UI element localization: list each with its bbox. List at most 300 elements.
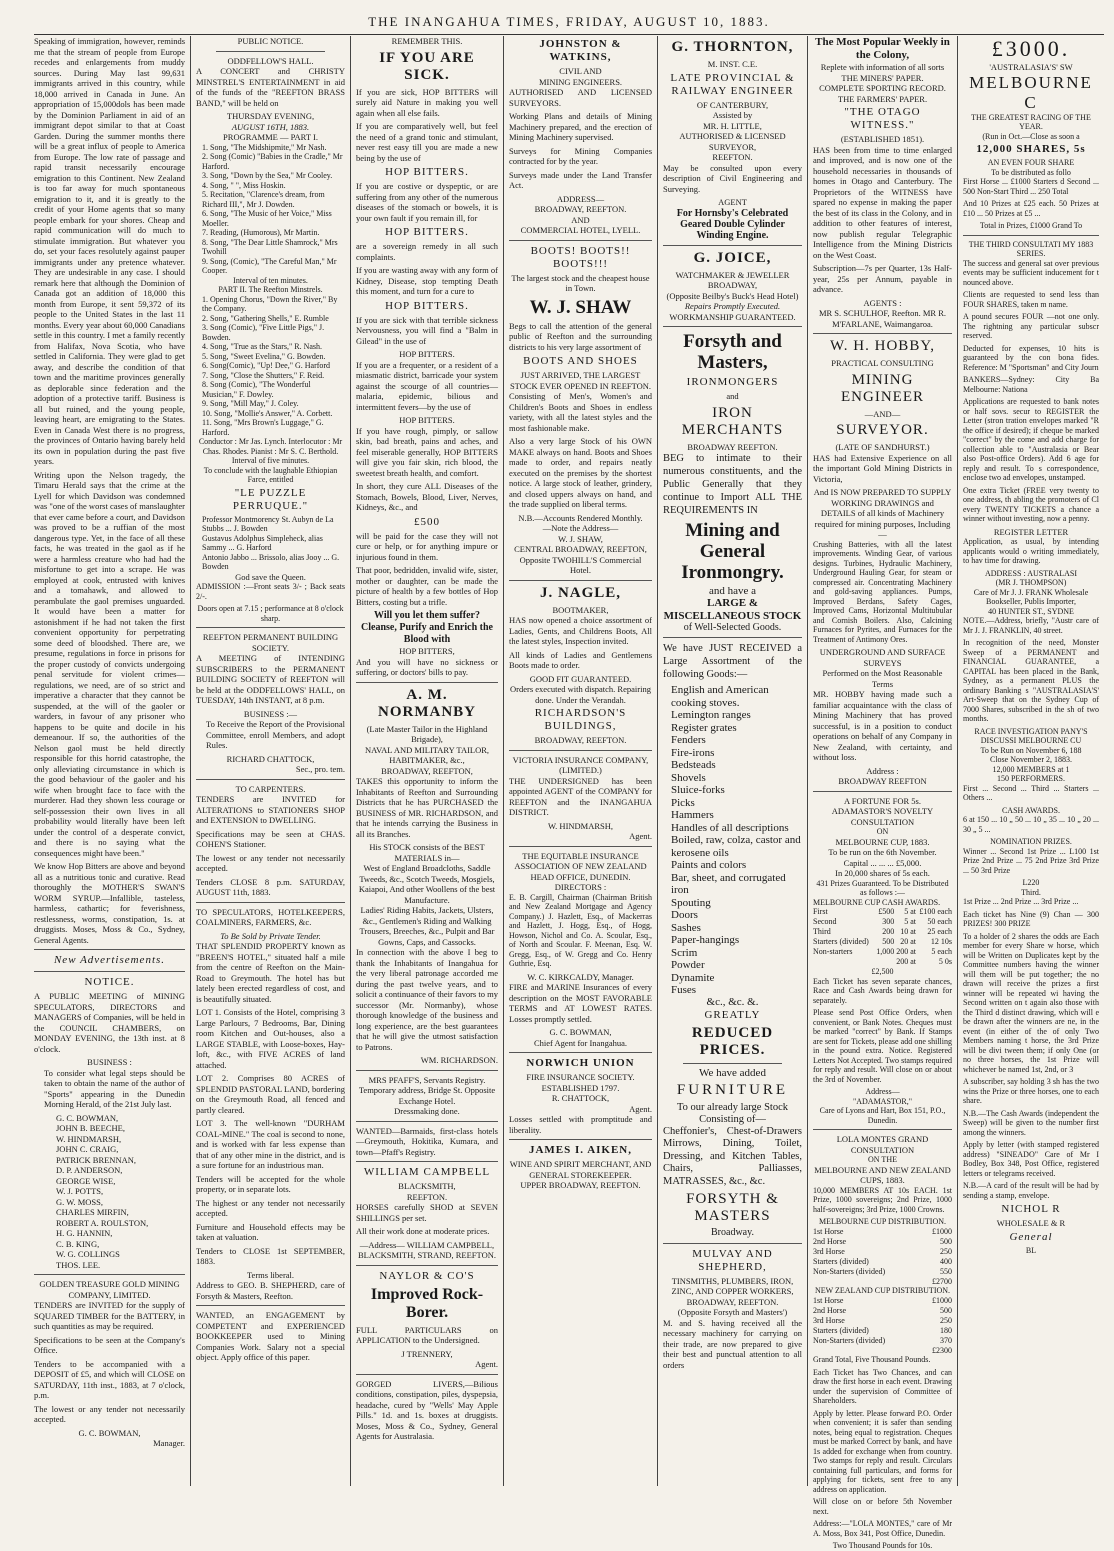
column-2: [190, 36, 350, 1486]
race-investigation: RACE INVESTIGATION PANY'S DISCUSSI MELBOURNE CU: [974, 726, 1088, 745]
programme-item: 9. Song, "Mill May," J. Coley.: [202, 399, 299, 408]
nz-row-cell: 180: [940, 1325, 952, 1335]
cash-rows: 6 at 150 ... 10 „ 50 ... 10 „ 35 ... 10 „ 20 ... 30 „ 5 ...: [963, 815, 1099, 834]
little-auth: AUTHORISED & LICENSED SURVEYOR,: [679, 131, 786, 152]
mc-row-cell: 2nd Horse: [813, 1236, 847, 1246]
nz-row-cell: Starters (divided): [813, 1325, 869, 1335]
run-november: To be Run on November 6, 188: [980, 745, 1082, 755]
holder: To a holder of 2 shares the odds are Each member for every Share w horse, which will be Written on Duplicates kept by the Committee numbers having the winner will them will be put together; the no drawn will receive the prizes a first winner will be repeated wi having the Second written on t again also those with the Third d distinct drawing, which will e be drawn after the winners are ne, in the event (in either of the of only Two Members naming t horse, the 3rd Prize will be divi tween them; if only One (or no three horses, the 1st Prize will whichever be named 1st, 2nd, or 3: [963, 931, 1099, 1074]
award-row-cell: 500: [882, 937, 895, 946]
norwich-agent-role: Agent.: [629, 1103, 652, 1114]
column-7: [957, 36, 1104, 1486]
just-arrived: JUST ARRIVED, THE LARGEST STOCK EVER OPENED IN REEFTON.: [509, 370, 652, 391]
divider: [216, 51, 325, 52]
award-row-cell: Non-starters: [813, 947, 853, 956]
norwich-title: NORWICH UNION: [526, 1057, 635, 1069]
hobby-late: (LATE OF SANDHURST.): [835, 442, 930, 452]
shaw-also: Also a very large Stock of his OWN MAKE always on hand. Boots and Shoes made to order, and repairs neatly executed on the premises by the shortest notice. A large stock of leather, grindery, and closed uppers always on hand, and the trade supplied on liberal terms.: [509, 436, 652, 509]
aiken-trade: WINE AND SPIRIT MERCHANT, AND GENERAL STOREKEEPER.: [509, 1159, 652, 1180]
divider: [356, 1070, 498, 1071]
just-received: We have JUST RECEIVED a Large Assortment of the following Goods:—: [663, 643, 802, 680]
goods-item: Sashes: [671, 921, 701, 934]
agents-list: MR S. SCHULHOF, Reefton. MR R. M'FARLANE, Waimangaroa.: [818, 308, 947, 329]
normanby-lines: Ladies' Riding Habits, Jackets, Ulsters, &c., Gentlemen's Riding and Walking Trousers, Breeches, &c., Pulpit and Bar Gowns, Caps, and Cassocks.: [359, 905, 495, 947]
mulvay-title: MULVAY AND SHEPHERD,: [692, 1247, 773, 1273]
joice-repairs: Repairs Promptly Executed.: [684, 301, 781, 311]
rock-borer: Improved Rock-Borer.: [370, 1285, 484, 1321]
hornsby: For Hornsby's Celebrated Geared Double Cylinder Winding Engine.: [676, 207, 789, 241]
divider: [196, 627, 345, 628]
award-row-cell: 12 10s: [930, 937, 952, 946]
goods-item: Handles of all descriptions: [671, 821, 789, 834]
miners-paper: THE MINERS' PAPER.: [841, 72, 924, 83]
greatest-race: THE GREATEST RACING OF THE YEAR.: [971, 112, 1091, 131]
awards-total: £2,500: [871, 967, 894, 976]
golden-treasure-title: GOLDEN TREASURE GOLD MINING COMPANY, LIMITED.: [39, 1279, 180, 1300]
goods-item: Scrim: [671, 946, 698, 959]
suffer-heading: Will you let them suffer? Cleanse, Purify and Enrich the Blood with: [361, 610, 493, 645]
if-you-are-sick: IF YOU ARE SICK.: [379, 49, 475, 83]
signatory-name: PATRICK BRENNAN,: [56, 1154, 136, 1165]
joice-workmanship: WORKMANSHIP GUARANTEED.: [669, 311, 796, 322]
victoria-title: VICTORIA INSURANCE COMPANY, (LIMITED.): [512, 754, 649, 775]
otago-witness: "THE OTAGO WITNESS.": [844, 106, 921, 131]
agents-label: AGENTS :: [863, 297, 902, 308]
mc-row-cell: £1000: [932, 1226, 952, 1236]
award-row-cell: 20 at: [900, 937, 916, 946]
divider: [663, 326, 802, 327]
lot-2: LOT 2. Comprises 80 ACRES of SPLENDID PASTORAL LAND, bordering on the Greymouth Road, all fenced and partly cleared.: [196, 1073, 345, 1115]
goods-item: Paper-hangings: [671, 934, 740, 946]
chattock-role: Sec., pro. tem.: [295, 764, 345, 774]
third-consultation: THE THIRD CONSULTATI MY 1883 SERIES.: [968, 239, 1094, 258]
nz-row-cell: 1st Horse: [813, 1295, 844, 1305]
clients: Clients are requested to send less than FOUR SHARES, taken m name.: [963, 290, 1099, 309]
adam-address-label: Address—: [865, 1087, 900, 1096]
admission: ADMISSION :—Front seats 3/- ; Back seats 2/-.: [196, 582, 345, 601]
terms: Terms liberal.: [246, 1269, 295, 1280]
fire-marine: FIRE and MARINE Insurances of every description on the MOST FAVORABLE TERMS and AT LOWEST RATES. Losses promptly settled.: [509, 982, 652, 1024]
replete: Replete with information of all sorts: [820, 62, 945, 72]
lot-1: LOT 1. Consists of the Hotel, comprising 3 Large Parlours, 7 Bedrooms, Bar, Dining room Kitchen and Out-houses, also a LARGE STABLE, with Loose-boxes, Hay-loft, &c., with FIVE ACRES of land attached.: [196, 1007, 345, 1070]
goods-item: Fire-irons: [671, 746, 715, 759]
boots-and-shoes: BOOTS AND SHOES: [523, 355, 638, 367]
bankers: BANKERS—Sydney: City Ba Melbourne: Nationa: [963, 375, 1099, 394]
divider: [196, 902, 345, 903]
golden-spec: Specifications to be seen at the Company's Office.: [34, 1334, 185, 1355]
programme-item: 3. Song (Comic), "Five Little Pigs," J. Bowden.: [202, 323, 325, 342]
performers: 150 PERFORMERS.: [996, 774, 1066, 783]
australasia-address: ADDRESS : AUSTRALASI: [984, 568, 1077, 578]
thornton-consult: May be consulted upon every description of Civil Engineering and Surveying.: [663, 162, 802, 194]
note-address: NOTE.—Address, briefly, "Austr care of Mr J. J. FRANKLIN, 40 street.: [963, 616, 1099, 635]
column-5: [657, 36, 807, 1486]
award-row-cell: 200 at: [896, 947, 916, 956]
lot-3: LOT 3. The well-known "DURHAM COAL-MINE." The coal is second to none, and is worked with far less expense than that of any other mine in the district, and is a sure fortune for an industrious man.: [196, 1118, 345, 1170]
pfaff-dressmaking: Dressmaking done.: [394, 1106, 460, 1116]
mc-row: [813, 1267, 952, 1277]
divider: [34, 949, 185, 950]
award-row-cell: [813, 957, 874, 967]
losses-settled: Losses settled with promptitude and liberality.: [509, 1114, 652, 1135]
all-work: All their work done at moderate prices.: [356, 1226, 490, 1236]
pound-secures: A pound secures FOUR —not one only. The rightning any particular subscr reserved.: [963, 312, 1099, 340]
concert-date2: AUGUST 16TH, 1883.: [231, 121, 310, 132]
normanby-connection: In connection with the above I beg to thank the Inhabitants of Inangahua for the very liberal patronage accorded me during the past twelve years, and to solicit a continuance of their favors to my successor (Mr. Normanby), whose thorough knowledge of the business and long experience, are the best guarantees that he will give the utmost satisfaction to Patrons.: [356, 947, 498, 1052]
greatly: GREATLY: [704, 1009, 761, 1021]
nz-table: [813, 1296, 952, 1346]
joice-trade: WATCHMAKER & JEWELLER: [675, 269, 790, 280]
will-close: Will close on or before 5th November next.: [813, 1497, 952, 1516]
goods-item: Lemington ranges: [671, 709, 751, 721]
recognition: In recognition of the need, Monster Sweep of a PERMANENT and FINANCIAL GUARANTEE, a CAPITAL has been placed in the Bank, Sydney, as a permanent PLUS the ordinary Banking s "AUSTRALASIA'S' Art-Sweep that on the Sydney Cup of 7000 Shares, subscribed in the sh of two months.: [963, 638, 1099, 723]
even-four: AN EVEN FOUR SHARE: [987, 158, 1075, 167]
normanby-title: A. M. NORMANBY: [378, 686, 476, 720]
goods-item: Fuses: [671, 984, 697, 996]
divider: [813, 1129, 952, 1130]
normanby-trade: NAVAL AND MILITARY TAILOR, HABITMAKER, &c.,: [364, 744, 490, 765]
nb-card: N.B.—A card of the result will be had by sending a stamp, envelope.: [963, 1181, 1099, 1200]
golden-tender: TENDERS are INVITED for the supply of SQUARED TIMBER for the BATTERY, in such quantities as may be required.: [34, 1300, 185, 1331]
signatory-name: H. G. HANNIN,: [56, 1228, 113, 1238]
signatory-name: CHARLES MIRFIN,: [56, 1207, 129, 1217]
register-letters: REGISTER LETTER: [993, 526, 1069, 537]
fortune: A FORTUNE FOR 5s.: [844, 795, 921, 806]
nz-row-cell: 250: [940, 1315, 952, 1325]
hobby-and: —AND—: [864, 408, 901, 419]
applications: Applications are requested to bank notes or half sovs. secur to REGISTER the Letter (stron tration envelopes marked "R the office if desired); if cheque be marked "correct" by the come and add charge for collection able to "Australasia or Bear also Post-office Orders). Add 6 age for reply and result. To s correspondence, enclose two ad envelopes, unstamped.: [963, 397, 1099, 482]
nz-row-cell: Non-Starters (divided): [813, 1335, 886, 1345]
hop-p2: If you are comparatively well, but feel the need of a grand tonic and stimulant, never rest easy till you are made a new being by the use of: [356, 121, 498, 163]
pfaff-title: MRS PFAFF'S, Servants Registry.: [368, 1074, 486, 1085]
kirkcaldy: W. C. KIRKCALDY, Manager.: [527, 971, 634, 982]
hop-p6: If you are sick with that terrible sickness Nervousness, you will find a "Balm in Gilead" in the use of: [356, 314, 498, 346]
award-row-cell: 50 each: [927, 917, 952, 926]
divider: [813, 791, 952, 792]
jw-and: AND: [571, 214, 590, 225]
divider: [356, 1161, 498, 1162]
programme-part2: [196, 295, 345, 438]
seven-chances: Each Ticket has seven separate chances, Race and Cash Awards being drawn for separately.: [813, 976, 952, 1005]
adamastor-capital: Capital ... ... ... £5,000.: [843, 857, 922, 868]
each-ticket: Each ticket has Nine (9) Chan — 300 PRIZES! 300 PRIZE: [963, 909, 1099, 928]
golden-deposit: Tenders to be accompanied with a DEPOSIT of £5, and which will CLOSE on SATURDAY, 11th inst., 1883, at 7 o'clock, p.m.: [34, 1358, 185, 1400]
divider: [356, 682, 498, 683]
divider: [509, 750, 652, 751]
doors: Doors open at 7.15 ; performance at 8 o'clock sharp.: [197, 604, 344, 623]
jw-auth: AUTHORISED AND LICENSED SURVEYORS.: [509, 87, 652, 108]
hop-p11: That poor, bedridden, invalid wife, sister, mother or daughter, can be made the picture of health by a few bottles of Hop Bitters, costing but a trifle.: [356, 565, 498, 607]
highest-tender: The highest or any tender not necessarily accepted.: [196, 1197, 345, 1218]
shaw-title: W. J. SHAW: [529, 296, 632, 318]
award-row-cell: First: [813, 907, 828, 916]
programme-heading: PROGRAMME — PART I.: [223, 132, 318, 142]
success: The success and general sat over previous events may be sufficient inducement for t nounced above.: [963, 258, 1099, 287]
nz-row: [813, 1326, 952, 1336]
shepherd-address: Address to GEO. B. SHEPHERD, care of Forsyth & Masters, Reefton.: [196, 1280, 345, 1301]
otago-text: HAS been from time to time enlarged and improved, and is now one of the household necessaries in thousands of homes in Otago and Canterbury. The Proprietors of the WITNESS have spared no expense in making the paper the best of its class in the Colony, and in addition to other features of interest, now publish regular Telegraphic Intelligence from the Mining Districts on the West Coast.: [813, 144, 952, 260]
good-fit: GOOD FIT GUARANTEED.: [529, 673, 632, 684]
members-12000: 12,000 MEMBERS at 1: [992, 764, 1070, 774]
interval: Interval of ten minutes.: [233, 275, 308, 285]
cash-head: MELBOURNE CUP CASH AWARDS.: [813, 897, 941, 907]
little: MR. H. LITTLE,: [703, 120, 762, 131]
divider: [813, 333, 952, 334]
goods-item: Spouting: [671, 896, 711, 909]
mc-row: [813, 1247, 952, 1257]
shaw-central: CENTRAL BROADWAY, REEFTON, Opposite TWOHILL'S Commercial Hotel.: [514, 544, 647, 575]
campbell-trade: BLACKSMITH,: [398, 1181, 456, 1191]
award-row-cell: 25 each: [927, 927, 952, 936]
hop-bitters-3: HOP BITTERS.: [385, 299, 469, 312]
nz-total: £2300: [932, 1345, 952, 1355]
adam-name: "ADAMASTOR,": [852, 1096, 913, 1106]
god-save: God save the Queen.: [235, 571, 306, 582]
head-office: HEAD OFFICE, DUNEDIN.: [530, 871, 631, 882]
hop-p1: If you are sick, HOP BITTERS will surely aid Nature in making you well again when all else fails.: [356, 86, 498, 118]
hobby-prepared: And IS NOW PREPARED TO SUPPLY WORKING DRAWINGS and DETAILS of all kinds of Machinery required for mining purposes, Including—: [813, 487, 952, 539]
well-selected: of Well-Selected Goods.: [683, 621, 782, 633]
and-have: and have a: [708, 585, 757, 597]
divider: [683, 1063, 782, 1064]
mc-row: [813, 1257, 952, 1267]
divider: [356, 1374, 498, 1375]
apply-letter2: Apply by letter (with stamped registered address) "SINEADO" Care of Mr I Bodley, Box 348, Post Office, registered letters or telegrams received.: [963, 1140, 1099, 1178]
column-3: [350, 36, 503, 1486]
prizes-list2: And 10 Prizes at £25 each. 50 Prizes at £10 ... 50 Prizes at £5 ...: [963, 199, 1099, 218]
masthead-title: THE INANGAHUA TIMES, FRIDAY, AUGUST 10, 1883.: [368, 14, 770, 29]
public-notice: PUBLIC NOTICE.: [237, 36, 304, 46]
farmers-paper: THE FARMERS' PAPER.: [837, 93, 928, 104]
norwich-sub: FIRE INSURANCE SOCIETY.: [526, 1072, 635, 1082]
aiken-title: JAMES I. AIKEN,: [528, 1144, 633, 1156]
lola-onthe: ON THE: [868, 1155, 897, 1164]
programme-item: 4. Song, "True as the Stars," R. Nash.: [202, 342, 323, 351]
nagle-kinds: All kinds of Ladies and Gentlemens Boots made to order.: [509, 649, 652, 670]
mulvay-broadway: BROADWAY, REEFTON.: [686, 1296, 779, 1307]
signatory-list: [34, 1113, 185, 1271]
divider: [196, 1305, 345, 1306]
hindmarsh: W. HINDMARSH,: [547, 820, 614, 831]
nomination-rows: Winner ... Second 1st Prize ... L100 1st Prize 2nd Prize ... 75 2nd Prize 3rd Prize ... 50 3rd Prize: [963, 846, 1099, 875]
awards-table: [813, 907, 952, 967]
programme-item: 1. Opening Chorus, "Down the River," By the Company.: [202, 294, 338, 313]
carpenters-lowest: The lowest or any tender not necessarily accepted.: [196, 852, 345, 873]
divider: [34, 1274, 185, 1275]
divider: [196, 779, 345, 780]
nz-row-cell: 370: [940, 1335, 952, 1345]
hop-p9: In short, they cure ALL Diseases of the Stomach, Bowels, Blood, Liver, Nerves, Kidneys, &c., and: [356, 481, 498, 512]
thornton-agent: AGENT: [718, 197, 747, 207]
naylor-title: NAYLOR & CO'S: [379, 1269, 475, 1282]
pfaff-address: Temporary address, Bridge St. Opposite Exchange Hotel.: [358, 1085, 496, 1106]
chief-agent: Chief Agent for Inangahua.: [534, 1037, 627, 1048]
programme-item: 6. Song, "The Music of her Voice," Miss Moeller.: [202, 209, 332, 228]
award-row-cell: 5 0s: [938, 957, 952, 966]
award-row-cell: 5 each: [931, 947, 952, 956]
adamastor-cup: MELBOURNE CUP, 1883.: [835, 836, 930, 847]
tenders-close: Tenders to CLOSE 1st SEPTEMBER, 1883.: [196, 1245, 345, 1266]
trennery: J TRENNERY,: [401, 1348, 453, 1359]
goods-item: Picks: [671, 796, 695, 809]
tenders-accepted: Tenders will be accepted for the whole property, or in separate lots.: [196, 1173, 345, 1194]
jw-commercial: COMMERCIAL HOTEL, LYELL.: [520, 225, 641, 235]
divider: [663, 637, 802, 638]
price-heading: £3000.: [991, 36, 1071, 61]
barmaids-wanted: WANTED—Barmaids, first-class hotels—Greymouth, Hokitika, Kumara, and town—Pfaff's Registry.: [356, 1125, 498, 1157]
golden-role: Manager.: [153, 1438, 185, 1448]
jw-work: Working Plans and details of Mining Machinery prepared, and the erection of Mining Machinery supervised.: [509, 111, 652, 142]
signatory-name: G. W. MOSS,: [56, 1196, 104, 1207]
total-prizes: Total in Prizes, £1000 Grand To: [979, 221, 1083, 230]
nz-row: [813, 1336, 952, 1346]
thornton-reefton: REEFTON.: [712, 152, 753, 162]
mc-row-cell: 500: [940, 1236, 952, 1246]
hobby-items: Crushing Batteries, with all the latest improvements. Winding Gear, of various designs. Turbines, Hydraulic Machinery, Underground Hauling Gear, for steam or compressed air. Concentrating Machinery and gold-saving appliances. Pumps, Improved Berdans, Safety Cages, Improved Cams, Horizontal Multitubular and Cornish Boilers. Also, Calcining Furnaces for Pyrites, and Furnaces for the Treatment of Antimony Ores.: [813, 539, 952, 644]
hindmarsh-role: Agent.: [629, 831, 652, 841]
programme-item: 10. Song, "Mollie's Answer," A. Corbett.: [202, 408, 333, 418]
application-usual: Application, as usual, by intending applicants would o writing immediately, to hav time for drawing.: [963, 537, 1099, 565]
programme-item: 8. Song (Comic), "The Wonderful Musician," F. Dowley.: [202, 380, 311, 399]
private-tender: To Be Sold by Private Tender.: [220, 930, 321, 941]
joice-title: G. JOICE,: [693, 249, 772, 266]
carpenters-tenders: TENDERS are INVITED for ALTERATIONS to STATIONERS SHOP and EXTENSION to DWELLING.: [196, 794, 345, 825]
third-rows: 1st Prize ... 2nd Prize ... 3rd Prize ...: [963, 897, 1079, 906]
programme-item: 3. Song, "Down by the Sea," Mr Cooley.: [202, 171, 333, 180]
lola-title: LOLA MONTES GRAND CONSULTATION: [836, 1134, 929, 1155]
programme-item: 7. Reading, (Humorous), Mr Martin.: [202, 228, 320, 237]
mc-row-cell: Non-Starters (divided): [813, 1266, 886, 1276]
goods-item: Powder: [671, 959, 705, 971]
award-row-cell: 1,000: [876, 947, 895, 956]
divider: [356, 1265, 498, 1266]
adamastor-run: To be run on the 6th November.: [828, 847, 937, 857]
hop-p12: And you will have no sickness or suffering, or doctors' bills to pay.: [356, 656, 498, 677]
bowman: G. C. BOWMAN,: [549, 1027, 612, 1037]
general: General: [1009, 1230, 1053, 1243]
forsyth-broadway: BROADWAY REEFTON.: [687, 441, 778, 452]
mc-distribution: MELBOURNE CUP DISTRIBUTION.: [818, 1217, 947, 1226]
normanby-stock: His STOCK consists of the BEST MATERIALS in—: [369, 842, 485, 863]
section-heading: New Advertisements.: [53, 954, 166, 966]
cast-item: Professor Montmorency St. Aubyn de La Stubbs ... J. Bowden: [202, 514, 334, 533]
goods-item: Fenders: [671, 734, 706, 746]
close-november: Close November 2, 1883.: [990, 755, 1072, 764]
lola-members: 10,000 MEMBERS AT 10s EACH. 1st Prize, 1000 sovereigns; 2nd Prize, 1000 half-sovereigns; 3rd Prize, 1000 Crowns.: [813, 1185, 952, 1214]
hop-bitters-2: HOP BITTERS.: [385, 226, 469, 238]
hobby-text: HAS had Extensive Experience on all the important Gold Mining Districts in Victoria,: [813, 452, 952, 484]
hobby-me: MINING ENGINEER: [841, 371, 924, 405]
nagle-title: J. NAGLE,: [539, 584, 622, 601]
performed: Performed on the Most Reasonable Terms: [822, 668, 943, 689]
signatory-name: C. B. KING,: [56, 1238, 100, 1249]
bl: BL: [1025, 1245, 1037, 1255]
mc-row-cell: 3rd Horse: [813, 1246, 845, 1256]
column-4: [503, 36, 657, 1486]
hobby-text2: MR. HOBBY having made such a familiar acquaintance with the class of Mining Machinery that has proved successful, is in a position to conduct operations on behalf of any Company in New Zealand, with certainty, and without loss.: [813, 689, 952, 762]
carpenters-title: TO CARPENTERS.: [235, 783, 306, 794]
victoria-text: THE UNDERSIGNED has been appointed AGENT of the COMPANY for REEFTON and the INANGAHUA DISTRICT.: [509, 775, 652, 817]
lola-address: Address:—"LOLA MONTES," care of Mr A. Moss, Box 341, Post Office, Dunedin.: [813, 1519, 952, 1538]
signatory-name: ROBERT A. ROULSTON,: [56, 1217, 149, 1228]
carpenters-spec: Specifications may be seen at CHAS. COHEN'S Stationer.: [196, 828, 345, 849]
nomination-prizes: NOMINATION PRIZES.: [990, 837, 1072, 846]
underground: UNDERGROUND AND SURFACE SURVEYS: [819, 647, 946, 668]
nagle-broadway: BROADWAY, REEFTON.: [534, 735, 627, 745]
particulars: FULL PARTICULARS on APPLICATION to the Undersigned.: [356, 1324, 498, 1345]
divider: [509, 580, 652, 581]
jw-address: ADDRESS—: [556, 193, 605, 204]
nz-distribution: NEW ZEALAND CUP DISTRIBUTION.: [814, 1286, 951, 1295]
mc-row-cell: 550: [940, 1266, 952, 1276]
programme-item: 11. Song, "Mrs Brown's Luggage," G. Harford.: [202, 418, 324, 437]
programme-item: 6. Song(Comic), "Up! Dee," G. Harford: [202, 361, 331, 370]
apply-letter: Apply by letter. Please forward P.O. Order when convenient; it is safer than sending notes, being equal to registration. Cheques must be marked Correct by bank, and have 1s added for exchange when from country. Two stamps for reply and result. Circulars containing full particulars, and forms for applying for tickets, sent free to any address on application.: [813, 1408, 952, 1494]
signatory-name: W. J. POTTS,: [56, 1186, 104, 1196]
column-6: [807, 36, 957, 1550]
already-stock: To our already large Stock Consisting of—: [676, 1101, 789, 1125]
mc-table: [813, 1227, 952, 1277]
programme-item: 9. Song, (Comic), "The Careful Man," Mr Cooper.: [202, 256, 337, 275]
golden-signature: G. C. BOWMAN,: [78, 1427, 141, 1438]
accounts-monthly: N.B.—Accounts Rendered Monthly.: [518, 512, 643, 523]
cast-list: [196, 515, 345, 572]
society-title: REEFTON PERMANENT BUILDING SOCIETY.: [202, 632, 339, 653]
divider: [509, 1139, 652, 1140]
aiken-address: UPPER BROADWAY, REEFTON.: [520, 1180, 641, 1190]
etc: &c., &c. &.: [706, 995, 759, 1008]
wholesale: WHOLESALE & R: [996, 1218, 1066, 1228]
richardson-buildings: RICHARDSON'S BUILDINGS,: [534, 707, 627, 732]
signatory-name: JOHN C. CRAIG,: [56, 1144, 119, 1154]
programme-part1: [196, 143, 345, 276]
signatory-name: W. G. COLLINGS: [56, 1249, 120, 1259]
society-meeting: A MEETING of INTENDING SUBSCRIBERS to the PERMANENT BUILDING SOCIETY of REEFTON will be held at the ODDFELLOWS' HALL, on TUESDAY, 14th INSTANT, at 8 p.m.: [196, 653, 345, 705]
concert-date: THURSDAY EVENING,: [226, 111, 315, 121]
hop-p7: If you are a frequenter, or a resident of a miasmatic district, barricade your system against the scourge of all countries—malaria, epidemic, bilious and intermittent fevers—by the use of: [356, 359, 498, 412]
fm-broadway: Broadway.: [711, 1227, 754, 1238]
thornton-title: G. THORNTON,: [671, 39, 794, 55]
divider: [963, 235, 1099, 236]
mulvay-trade: TINSMITHS, PLUMBERS, IRON, ZINC, AND COPPER WORKERS,: [671, 1275, 794, 1296]
goods-item: Dynamite: [671, 971, 715, 984]
signatory-name: W. HINDMARSH,: [56, 1133, 122, 1144]
mc-row-cell: 400: [940, 1256, 952, 1266]
jw-civil: CIVIL AND: [559, 66, 602, 76]
hop-bitters-4: HOP BITTERS.: [399, 349, 455, 359]
goods-list: [663, 684, 802, 997]
nb-cash: N.B.—The Cash Awards (independent the Sweep) will be given to the number first among the winners.: [963, 1108, 1099, 1137]
award-row-cell: 200: [882, 927, 895, 936]
nz-row-cell: £1000: [932, 1295, 952, 1305]
award-row-cell: Starters (divided): [813, 937, 869, 946]
shaw-text: Begs to call the attention of the general public of Reefton and the surrounding districts to his very large assortment of: [509, 320, 652, 352]
notice-body: A PUBLIC MEETING of MINING SPECULATORS, DIRECTORS and MANAGERS of Companies, will be held in the COUNCIL CHAMBERS, on MONDAY EVENING, the 13th inst. at 8 o'clock.: [34, 991, 185, 1054]
two-thousand: Two Thousand Pounds for 10s.: [832, 1541, 933, 1550]
divider: [509, 1052, 652, 1053]
concert-text: A CONCERT and CHRISTY MINSTREL'S ENTERTAINMENT in aid of the funds of the "REEFTON BRASS BAND," will be held on: [196, 66, 345, 108]
award-row-cell: Second: [813, 917, 837, 926]
divider: [509, 240, 652, 241]
we-have-added: We have added: [699, 1067, 766, 1079]
award-row-cell: 200 at: [896, 957, 916, 966]
hop-bitters-note: We know Hop Bitters are above and beyond all as a nutritious tonic and curative. Read thoroughly the MOTHER'S SWAN'S WORM SYRUP.—Infallible, tasteless, harmless, cathartic; for feverishness, restlessness, worms, constipation, 1s. at druggists. Moses, Moss & Co., Sydney, General Agents.: [34, 861, 185, 945]
article-immigration: Speaking of immigration, however, reminds me that the stream of people from Europe recedes and enlargements from muddy sources. During May last 99,631 immigrants arrived in this country, while 18,000 arrived in Canada in June. An appropriation of 15,000dols has been made by the Dominion Parliament in aid of an immigrant depot similar to that at Coast Garden. During the summer months there will be a great influx of people to America from Europe. The low rate of passage and rapid transit necessarily encourage emigration to this Continent. New Zealand is too far away for much spontaneous emigration to it, and it is greatly to the credit of your Home agents that so many people embark for your shores. Cheap and rapid communication will do much to stimulate immigration. But whatever you do, set your faces resolutely against pauper immigrants under any pretence whatever. They are undesirable in any case. I should remark here that although the Dominion of Canada got an addition of 18,000 this month from Europe, it sent 59,372 of its people to the United States in the last 11 months. Every year about 60,000 Canadians settle in this country. I met a family recently from Halifax, Nova Scotia, who have settled in California. They were glad to get away, and describe the condition of that town and the maritime provinces generally as deplorable since federation and the adoption of a protective tariff. Business is all but ruined, and the young people, leaving heart, are emigrating to the States. Even in Canada West there is no progress, the provinces of Ontario having barely held its own in population during the past five years.: [34, 36, 185, 466]
normanby-text: TAKES this opportunity to inform the Inhabitants of Reefton and Surrounding Districts that he has PURCHASED the BUSINESS of MR. RICHARDSON, and that he intends carrying the Business in all its Branches.: [356, 776, 498, 839]
norwich-est: ESTABLISHED 1797.: [541, 1082, 620, 1093]
places: First ... Second ... Third ... Starters ... Others ...: [963, 783, 1099, 802]
deducted: Deducted for expenses, 10 hits is guaranteed by the con bona fides. Reference: M "Sportsman" and City Journ: [963, 343, 1099, 372]
